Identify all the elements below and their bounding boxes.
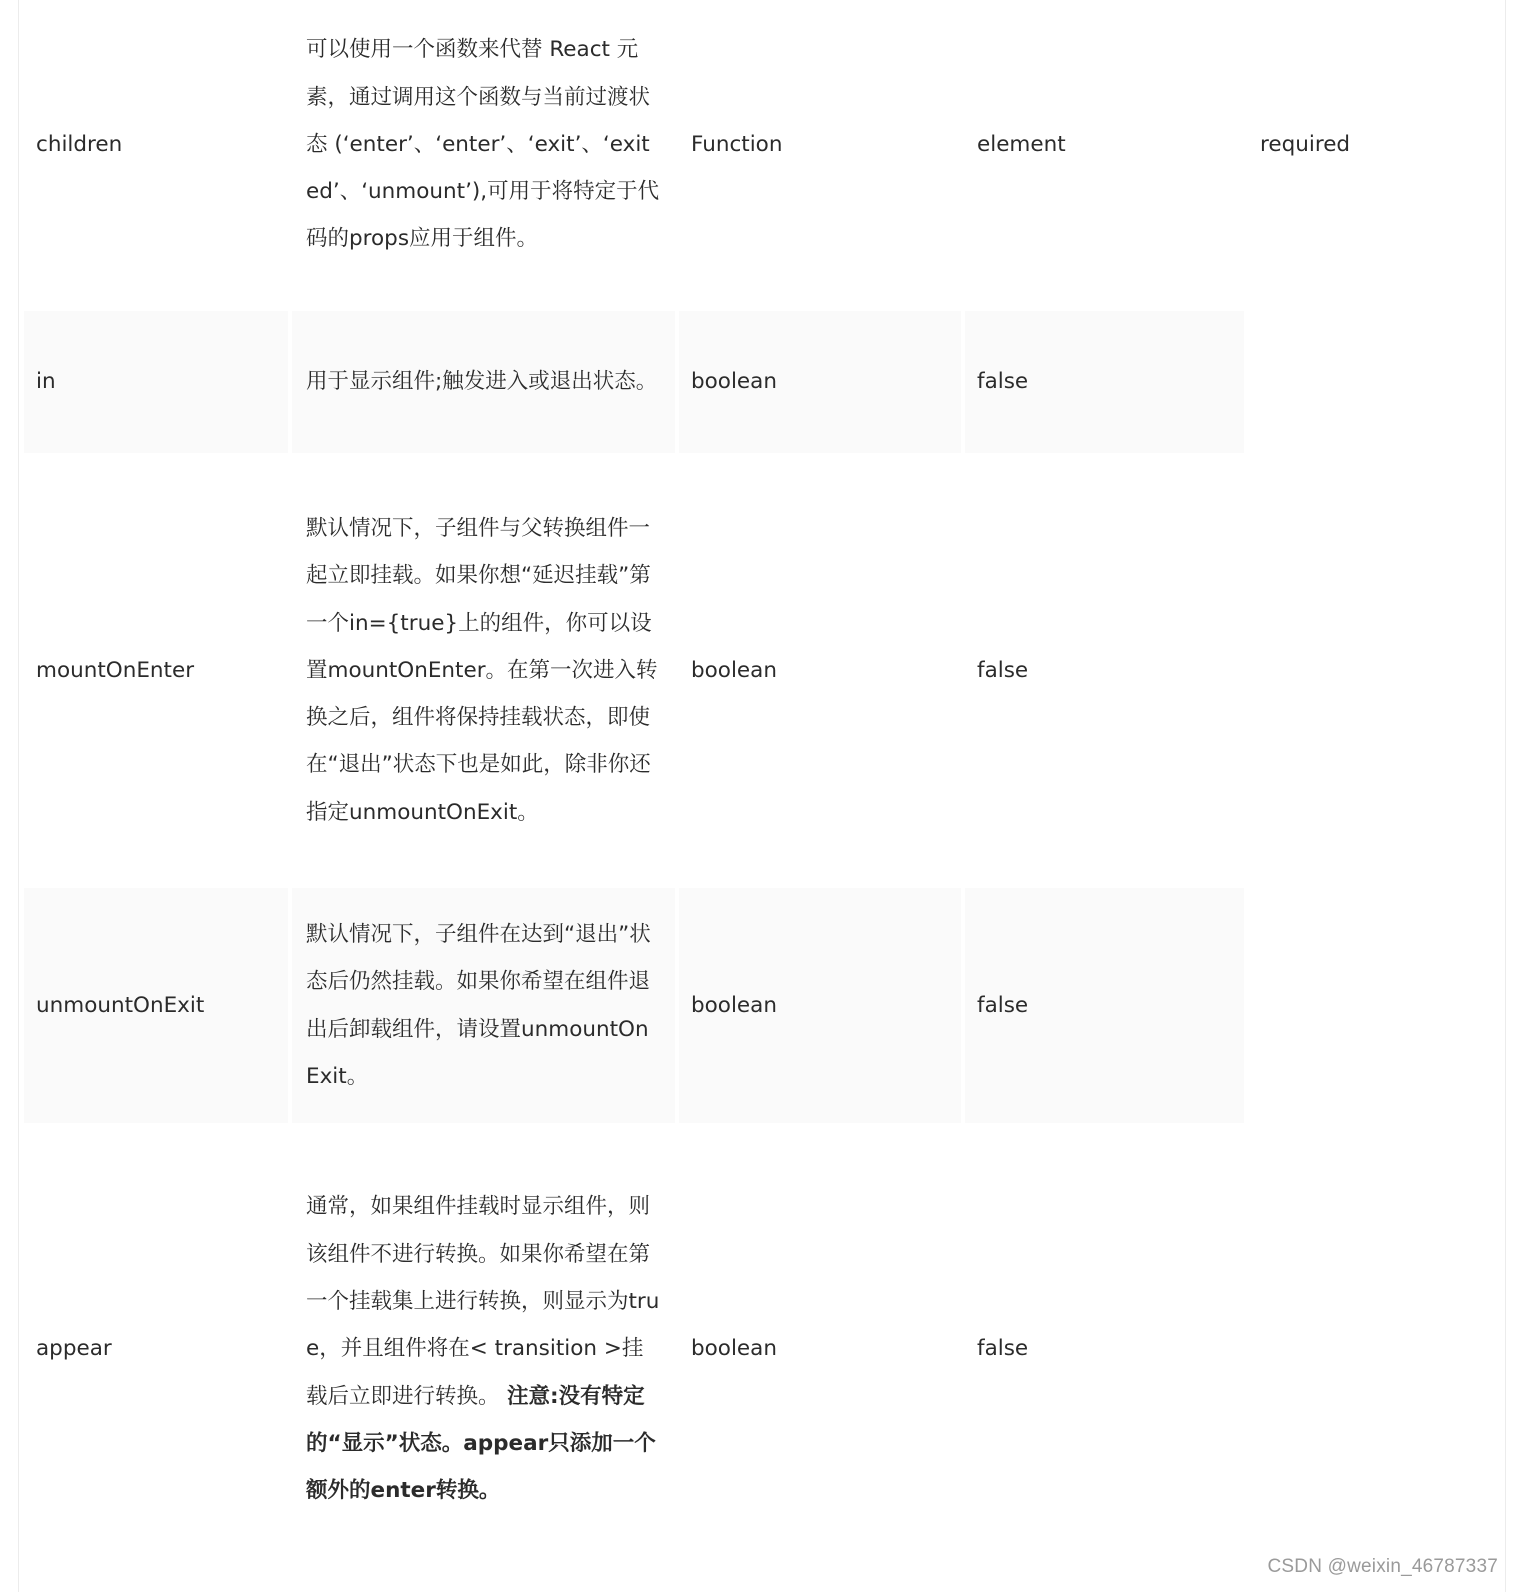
prop-default: false xyxy=(965,311,1244,453)
prop-description: 默认情况下，子组件与父转换组件一起立即挂载。如果你想“延迟挂载”第一个in={true}上的组件，你可以设置mountOnEnter。在第一次进入转换之后，组件将保持挂载状态，即使在“退出”状态下也是如此，除非你还指定unmountOnExit。 xyxy=(306,515,658,825)
prop-extra xyxy=(1248,311,1527,453)
prop-description: 可以使用一个函数来代替 React 元素，通过调用这个函数与当前过渡状态 (‘enter’、‘enter’、‘exit’、‘exited’、‘unmount’),可用于将特定于代码的props应用于组件。 xyxy=(306,37,660,252)
prop-extra xyxy=(1248,1123,1527,1583)
prop-default: false xyxy=(965,888,1244,1123)
prop-name: appear xyxy=(36,1336,112,1362)
prop-type: Function xyxy=(691,131,783,157)
prop-description: 用于显示组件;触发进入或退出状态。 xyxy=(292,311,675,453)
prop-description xyxy=(292,1123,675,1583)
table-row xyxy=(24,1123,1527,1583)
prop-default: false xyxy=(977,1336,1029,1362)
table-row xyxy=(24,311,1527,453)
prop-description: 默认情况下，子组件在达到“退出”状态后仍然挂载。如果你希望在组件退出后卸载组件，请设置unmountOnExit。 xyxy=(292,888,675,1123)
prop-default: element xyxy=(977,131,1066,157)
prop-name: unmountOnExit xyxy=(24,888,288,1123)
prop-description-note: 注意:没有特定的“显示”状态。appear只添加一个额外的enter转换。 xyxy=(306,1383,656,1504)
prop-type: boolean xyxy=(691,657,777,683)
table-row xyxy=(24,453,1527,888)
prop-extra xyxy=(1248,888,1527,1123)
prop-type: boolean xyxy=(679,888,961,1123)
watermark: CSDN @weixin_46787337 xyxy=(1267,1556,1498,1577)
prop-type: boolean xyxy=(679,311,961,453)
prop-description-text: 通常，如果组件挂载时显示组件，则该组件不进行转换。如果你希望在第一个挂载集上进行转换，则显示为true，并且组件将在< transition >挂载后立即进行转换。 xyxy=(306,1194,660,1409)
prop-name: in xyxy=(24,311,288,453)
prop-type: boolean xyxy=(691,1336,777,1362)
table-row xyxy=(24,888,1527,1123)
prop-extra: required xyxy=(1260,131,1351,157)
props-table xyxy=(20,0,1531,1583)
prop-default: false xyxy=(977,657,1029,683)
prop-name: children xyxy=(36,131,123,157)
prop-extra xyxy=(1248,453,1527,888)
prop-name: mountOnEnter xyxy=(36,657,195,683)
table-row xyxy=(24,0,1527,311)
